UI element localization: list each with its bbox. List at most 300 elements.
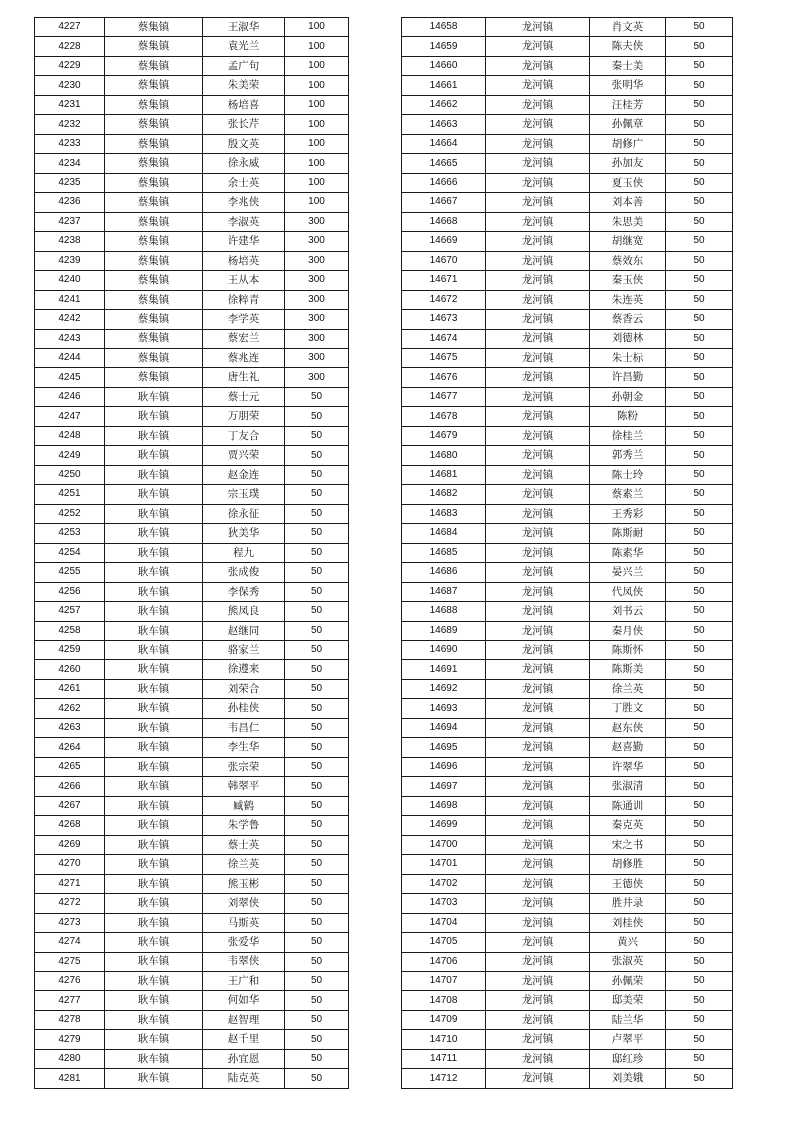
cell-amount: 50 <box>666 855 733 874</box>
cell-amount: 50 <box>666 1049 733 1068</box>
table-row <box>402 368 733 387</box>
cell-amount: 50 <box>666 56 733 75</box>
cell-amount: 50 <box>666 193 733 212</box>
cell-amount: 50 <box>285 485 349 504</box>
cell-town: 龙河镇 <box>486 485 590 504</box>
cell-person-name: 王秀彩 <box>590 504 666 523</box>
cell-amount: 50 <box>666 134 733 153</box>
cell-amount: 50 <box>666 699 733 718</box>
table-row <box>35 1069 349 1088</box>
cell-person-name: 蔡士元 <box>203 387 285 406</box>
cell-amount: 50 <box>666 232 733 251</box>
cell-record-number: 4269 <box>35 835 105 854</box>
cell-amount: 50 <box>666 582 733 601</box>
table-row <box>35 329 349 348</box>
table-row <box>402 971 733 990</box>
cell-town: 耿车镇 <box>105 1069 203 1088</box>
cell-amount: 50 <box>666 387 733 406</box>
cell-record-number: 14669 <box>402 232 486 251</box>
cell-record-number: 4258 <box>35 621 105 640</box>
table-row <box>402 913 733 932</box>
cell-town: 龙河镇 <box>486 115 590 134</box>
cell-person-name: 丁胜文 <box>590 699 666 718</box>
cell-amount: 50 <box>666 173 733 192</box>
table-row <box>35 835 349 854</box>
cell-town: 耿车镇 <box>105 543 203 562</box>
cell-town: 龙河镇 <box>486 543 590 562</box>
cell-amount: 50 <box>285 1069 349 1088</box>
cell-amount: 50 <box>666 18 733 37</box>
cell-record-number: 14676 <box>402 368 486 387</box>
cell-amount: 300 <box>285 212 349 231</box>
cell-record-number: 4234 <box>35 154 105 173</box>
table-row <box>402 1049 733 1068</box>
cell-record-number: 4279 <box>35 1030 105 1049</box>
cell-record-number: 4246 <box>35 387 105 406</box>
cell-person-name: 胜井录 <box>590 894 666 913</box>
cell-town: 龙河镇 <box>486 407 590 426</box>
cell-town: 耿车镇 <box>105 971 203 990</box>
cell-town: 蔡集镇 <box>105 134 203 153</box>
cell-town: 蔡集镇 <box>105 173 203 192</box>
cell-amount: 50 <box>285 563 349 582</box>
cell-amount: 300 <box>285 329 349 348</box>
cell-record-number: 14666 <box>402 173 486 192</box>
cell-person-name: 马斯英 <box>203 913 285 932</box>
table-row <box>35 874 349 893</box>
table-row <box>402 933 733 952</box>
table-row <box>35 855 349 874</box>
cell-amount: 50 <box>285 952 349 971</box>
table-row <box>402 446 733 465</box>
cell-amount: 50 <box>285 796 349 815</box>
cell-record-number: 4260 <box>35 660 105 679</box>
cell-town: 耿车镇 <box>105 991 203 1010</box>
table-row <box>402 193 733 212</box>
cell-town: 耿车镇 <box>105 524 203 543</box>
cell-record-number: 14661 <box>402 76 486 95</box>
cell-person-name: 韦翠侠 <box>203 952 285 971</box>
table-row <box>35 933 349 952</box>
cell-record-number: 14690 <box>402 641 486 660</box>
cell-person-name: 臧鹤 <box>203 796 285 815</box>
table-row <box>35 621 349 640</box>
cell-record-number: 14701 <box>402 855 486 874</box>
cell-amount: 50 <box>285 757 349 776</box>
cell-person-name: 赵智理 <box>203 1010 285 1029</box>
cell-person-name: 狄美华 <box>203 524 285 543</box>
table-row <box>35 757 349 776</box>
cell-record-number: 4254 <box>35 543 105 562</box>
table-row <box>35 738 349 757</box>
cell-amount: 50 <box>666 602 733 621</box>
cell-town: 蔡集镇 <box>105 56 203 75</box>
cell-record-number: 4247 <box>35 407 105 426</box>
cell-person-name: 卢翠平 <box>590 1030 666 1049</box>
cell-amount: 50 <box>666 777 733 796</box>
cell-amount: 100 <box>285 76 349 95</box>
table-row <box>402 115 733 134</box>
cell-town: 龙河镇 <box>486 310 590 329</box>
cell-town: 龙河镇 <box>486 991 590 1010</box>
table-row <box>35 952 349 971</box>
cell-town: 耿车镇 <box>105 699 203 718</box>
table-row <box>35 1049 349 1068</box>
cell-amount: 50 <box>285 504 349 523</box>
table-row <box>402 543 733 562</box>
cell-town: 龙河镇 <box>486 290 590 309</box>
cell-town: 龙河镇 <box>486 777 590 796</box>
cell-amount: 50 <box>285 971 349 990</box>
table-row <box>35 679 349 698</box>
cell-amount: 50 <box>666 524 733 543</box>
cell-person-name: 张长芹 <box>203 115 285 134</box>
cell-record-number: 4266 <box>35 777 105 796</box>
cell-town: 龙河镇 <box>486 465 590 484</box>
cell-person-name: 肖文英 <box>590 18 666 37</box>
cell-person-name: 胡继宽 <box>590 232 666 251</box>
right-roster-body <box>402 18 733 1089</box>
table-row <box>35 76 349 95</box>
cell-amount: 300 <box>285 310 349 329</box>
cell-town: 龙河镇 <box>486 894 590 913</box>
cell-person-name: 孙佩章 <box>590 115 666 134</box>
cell-town: 耿车镇 <box>105 1049 203 1068</box>
cell-person-name: 蔡宏兰 <box>203 329 285 348</box>
cell-town: 龙河镇 <box>486 1069 590 1088</box>
cell-person-name: 徐粹青 <box>203 290 285 309</box>
cell-record-number: 4271 <box>35 874 105 893</box>
cell-amount: 50 <box>285 699 349 718</box>
cell-town: 龙河镇 <box>486 835 590 854</box>
cell-person-name: 张淑清 <box>590 777 666 796</box>
cell-amount: 50 <box>666 271 733 290</box>
cell-town: 龙河镇 <box>486 796 590 815</box>
cell-town: 龙河镇 <box>486 154 590 173</box>
table-row <box>402 855 733 874</box>
table-row <box>402 271 733 290</box>
cell-town: 龙河镇 <box>486 134 590 153</box>
cell-town: 龙河镇 <box>486 271 590 290</box>
cell-record-number: 4243 <box>35 329 105 348</box>
cell-person-name: 许昌勤 <box>590 368 666 387</box>
cell-record-number: 14692 <box>402 679 486 698</box>
cell-town: 耿车镇 <box>105 426 203 445</box>
cell-amount: 300 <box>285 232 349 251</box>
cell-town: 耿车镇 <box>105 621 203 640</box>
table-row <box>402 251 733 270</box>
cell-record-number: 4264 <box>35 738 105 757</box>
cell-amount: 300 <box>285 271 349 290</box>
cell-person-name: 赵继同 <box>203 621 285 640</box>
cell-amount: 100 <box>285 18 349 37</box>
cell-record-number: 14663 <box>402 115 486 134</box>
table-row <box>35 173 349 192</box>
table-row <box>402 660 733 679</box>
cell-record-number: 14673 <box>402 310 486 329</box>
cell-town: 耿车镇 <box>105 796 203 815</box>
cell-record-number: 4232 <box>35 115 105 134</box>
table-row <box>35 485 349 504</box>
cell-town: 耿车镇 <box>105 777 203 796</box>
cell-person-name: 程九 <box>203 543 285 562</box>
cell-person-name: 张成俊 <box>203 563 285 582</box>
cell-person-name: 徐桂兰 <box>590 426 666 445</box>
cell-person-name: 李兆侠 <box>203 193 285 212</box>
cell-amount: 50 <box>285 913 349 932</box>
cell-record-number: 4239 <box>35 251 105 270</box>
cell-amount: 50 <box>666 348 733 367</box>
cell-amount: 50 <box>666 95 733 114</box>
cell-record-number: 14712 <box>402 1069 486 1088</box>
cell-person-name: 骆家兰 <box>203 641 285 660</box>
table-row <box>35 524 349 543</box>
cell-town: 龙河镇 <box>486 232 590 251</box>
cell-record-number: 4231 <box>35 95 105 114</box>
cell-record-number: 14691 <box>402 660 486 679</box>
table-row <box>35 504 349 523</box>
table-row <box>35 251 349 270</box>
cell-amount: 50 <box>666 971 733 990</box>
cell-town: 龙河镇 <box>486 933 590 952</box>
cell-town: 耿车镇 <box>105 835 203 854</box>
table-row <box>35 368 349 387</box>
table-row <box>35 310 349 329</box>
cell-amount: 50 <box>666 952 733 971</box>
cell-record-number: 4236 <box>35 193 105 212</box>
table-row <box>402 76 733 95</box>
cell-record-number: 14700 <box>402 835 486 854</box>
cell-person-name: 王从本 <box>203 271 285 290</box>
cell-amount: 50 <box>285 777 349 796</box>
cell-person-name: 徐兰英 <box>203 855 285 874</box>
table-row <box>35 446 349 465</box>
table-row <box>35 641 349 660</box>
cell-town: 耿车镇 <box>105 446 203 465</box>
cell-person-name: 蔡素兰 <box>590 485 666 504</box>
cell-town: 蔡集镇 <box>105 193 203 212</box>
table-row <box>402 465 733 484</box>
cell-amount: 100 <box>285 115 349 134</box>
table-row <box>402 485 733 504</box>
cell-person-name: 孙宜恩 <box>203 1049 285 1068</box>
cell-person-name: 韦昌仁 <box>203 718 285 737</box>
cell-town: 龙河镇 <box>486 874 590 893</box>
cell-record-number: 4259 <box>35 641 105 660</box>
cell-person-name: 张明华 <box>590 76 666 95</box>
cell-town: 蔡集镇 <box>105 310 203 329</box>
cell-amount: 50 <box>285 387 349 406</box>
table-row <box>35 699 349 718</box>
table-row <box>402 679 733 698</box>
cell-record-number: 14699 <box>402 816 486 835</box>
table-row <box>35 95 349 114</box>
table-row <box>35 193 349 212</box>
cell-amount: 100 <box>285 56 349 75</box>
cell-person-name: 邸美荣 <box>590 991 666 1010</box>
table-row <box>402 387 733 406</box>
cell-amount: 50 <box>285 602 349 621</box>
cell-amount: 50 <box>285 835 349 854</box>
cell-record-number: 14708 <box>402 991 486 1010</box>
cell-record-number: 4235 <box>35 173 105 192</box>
cell-amount: 50 <box>666 816 733 835</box>
cell-town: 龙河镇 <box>486 582 590 601</box>
cell-person-name: 王淑华 <box>203 18 285 37</box>
table-row <box>402 1030 733 1049</box>
cell-amount: 50 <box>666 679 733 698</box>
cell-amount: 100 <box>285 193 349 212</box>
cell-person-name: 赵金连 <box>203 465 285 484</box>
cell-record-number: 4276 <box>35 971 105 990</box>
cell-record-number: 4256 <box>35 582 105 601</box>
cell-town: 龙河镇 <box>486 387 590 406</box>
cell-amount: 50 <box>666 913 733 932</box>
table-row <box>35 37 349 56</box>
cell-person-name: 王广和 <box>203 971 285 990</box>
cell-amount: 50 <box>285 524 349 543</box>
cell-town: 蔡集镇 <box>105 329 203 348</box>
cell-amount: 50 <box>285 933 349 952</box>
cell-record-number: 14689 <box>402 621 486 640</box>
table-row <box>35 134 349 153</box>
cell-person-name: 蔡兆连 <box>203 348 285 367</box>
cell-town: 龙河镇 <box>486 1049 590 1068</box>
cell-amount: 50 <box>666 641 733 660</box>
cell-town: 耿车镇 <box>105 874 203 893</box>
right-roster-table <box>401 17 733 1089</box>
cell-person-name: 张淑英 <box>590 952 666 971</box>
table-row <box>402 56 733 75</box>
cell-town: 龙河镇 <box>486 757 590 776</box>
cell-person-name: 朱思美 <box>590 212 666 231</box>
cell-person-name: 胡修胜 <box>590 855 666 874</box>
table-row <box>402 524 733 543</box>
cell-record-number: 14693 <box>402 699 486 718</box>
table-row <box>35 913 349 932</box>
cell-town: 耿车镇 <box>105 816 203 835</box>
cell-record-number: 14659 <box>402 37 486 56</box>
cell-person-name: 秦士美 <box>590 56 666 75</box>
table-row <box>35 426 349 445</box>
table-row <box>35 290 349 309</box>
left-roster-body <box>35 18 349 1089</box>
cell-town: 蔡集镇 <box>105 348 203 367</box>
cell-record-number: 4240 <box>35 271 105 290</box>
cell-town: 耿车镇 <box>105 660 203 679</box>
table-row <box>402 894 733 913</box>
cell-record-number: 4249 <box>35 446 105 465</box>
cell-amount: 50 <box>666 504 733 523</box>
cell-town: 耿车镇 <box>105 718 203 737</box>
table-row <box>35 991 349 1010</box>
cell-town: 耿车镇 <box>105 582 203 601</box>
cell-town: 龙河镇 <box>486 348 590 367</box>
cell-person-name: 陆克英 <box>203 1069 285 1088</box>
cell-amount: 50 <box>666 251 733 270</box>
left-roster-table <box>34 17 349 1089</box>
cell-person-name: 赵东侠 <box>590 718 666 737</box>
cell-town: 耿车镇 <box>105 757 203 776</box>
cell-person-name: 陈斯怀 <box>590 641 666 660</box>
cell-amount: 50 <box>285 816 349 835</box>
table-row <box>35 1010 349 1029</box>
cell-person-name: 陈粉 <box>590 407 666 426</box>
cell-record-number: 4242 <box>35 310 105 329</box>
cell-amount: 50 <box>666 718 733 737</box>
table-row <box>35 582 349 601</box>
cell-amount: 50 <box>666 874 733 893</box>
cell-amount: 50 <box>285 1010 349 1029</box>
cell-record-number: 14702 <box>402 874 486 893</box>
cell-record-number: 14697 <box>402 777 486 796</box>
table-row <box>402 952 733 971</box>
cell-record-number: 14686 <box>402 563 486 582</box>
cell-town: 龙河镇 <box>486 1030 590 1049</box>
cell-town: 耿车镇 <box>105 894 203 913</box>
cell-record-number: 4233 <box>35 134 105 153</box>
cell-amount: 50 <box>666 310 733 329</box>
cell-person-name: 熊凤良 <box>203 602 285 621</box>
cell-person-name: 杨培英 <box>203 251 285 270</box>
cell-record-number: 4280 <box>35 1049 105 1068</box>
table-row <box>402 18 733 37</box>
cell-town: 耿车镇 <box>105 855 203 874</box>
cell-person-name: 孙佩荣 <box>590 971 666 990</box>
cell-town: 龙河镇 <box>486 76 590 95</box>
cell-amount: 300 <box>285 251 349 270</box>
cell-person-name: 代凤侠 <box>590 582 666 601</box>
cell-town: 龙河镇 <box>486 251 590 270</box>
cell-person-name: 余士英 <box>203 173 285 192</box>
cell-record-number: 14670 <box>402 251 486 270</box>
cell-record-number: 14687 <box>402 582 486 601</box>
table-row <box>402 407 733 426</box>
table-row <box>402 777 733 796</box>
table-row <box>402 835 733 854</box>
cell-person-name: 杨培喜 <box>203 95 285 114</box>
cell-town: 耿车镇 <box>105 387 203 406</box>
cell-town: 蔡集镇 <box>105 251 203 270</box>
cell-town: 耿车镇 <box>105 465 203 484</box>
cell-amount: 50 <box>285 641 349 660</box>
cell-town: 耿车镇 <box>105 602 203 621</box>
cell-record-number: 14706 <box>402 952 486 971</box>
cell-record-number: 4248 <box>35 426 105 445</box>
cell-amount: 50 <box>666 465 733 484</box>
cell-amount: 100 <box>285 173 349 192</box>
cell-person-name: 贾兴荣 <box>203 446 285 465</box>
table-row <box>402 232 733 251</box>
cell-town: 耿车镇 <box>105 738 203 757</box>
cell-amount: 50 <box>666 1030 733 1049</box>
cell-record-number: 4273 <box>35 913 105 932</box>
cell-amount: 50 <box>666 933 733 952</box>
cell-person-name: 赵千里 <box>203 1030 285 1049</box>
cell-record-number: 14671 <box>402 271 486 290</box>
cell-amount: 50 <box>666 407 733 426</box>
cell-town: 蔡集镇 <box>105 37 203 56</box>
cell-record-number: 4252 <box>35 504 105 523</box>
table-row <box>402 310 733 329</box>
table-row <box>35 115 349 134</box>
cell-person-name: 蔡效东 <box>590 251 666 270</box>
cell-record-number: 4241 <box>35 290 105 309</box>
table-row <box>35 407 349 426</box>
cell-record-number: 14660 <box>402 56 486 75</box>
cell-town: 蔡集镇 <box>105 271 203 290</box>
table-row <box>35 465 349 484</box>
